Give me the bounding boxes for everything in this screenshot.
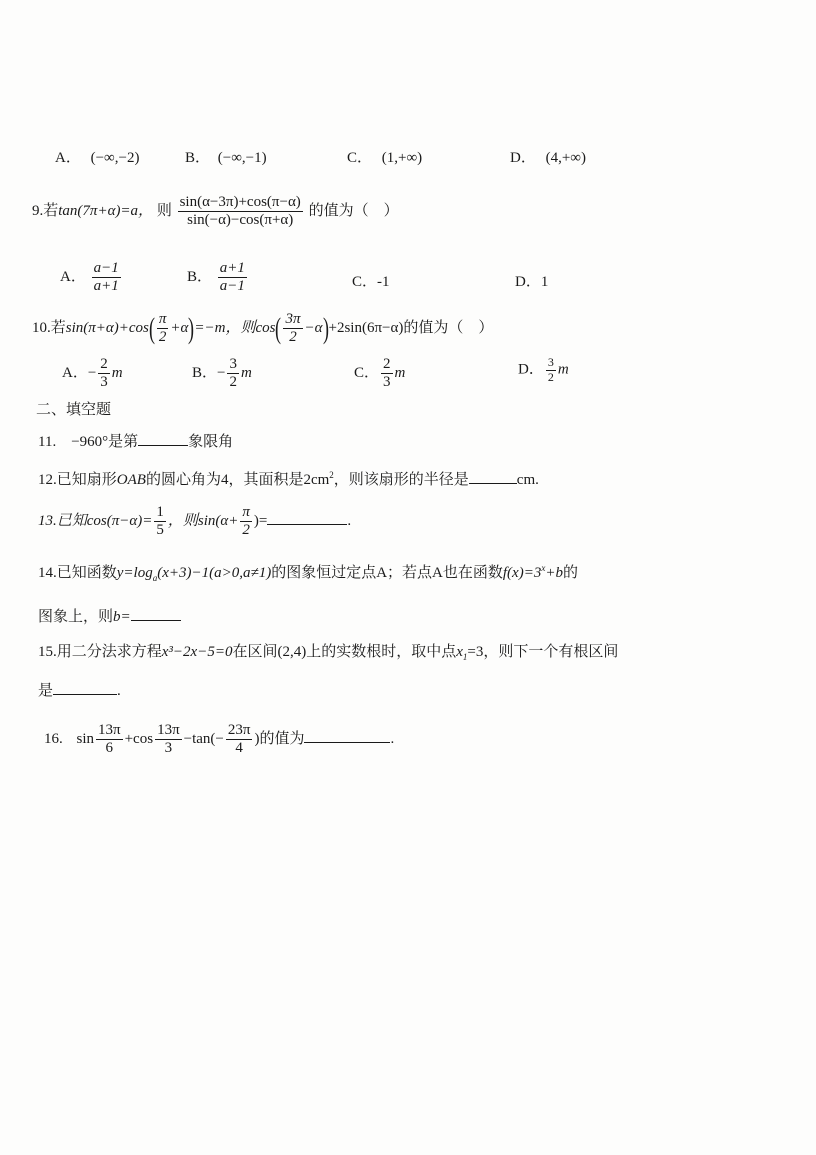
q13-text1: 13.已知cos(π−α)= — [38, 513, 153, 530]
q13-frac1-num: 1 — [154, 504, 166, 522]
q8-option-c-value: (1,+∞) — [381, 150, 423, 166]
q14-func2: f(x)=3 — [502, 565, 542, 581]
q10-part4: −α — [304, 320, 323, 337]
q8-option-d-label: D． — [510, 150, 536, 166]
q12-text2: 的圆心角为4，其面积是2cm — [145, 472, 330, 488]
q11-blank — [138, 444, 188, 446]
q10-part1: sin(π+α)+cos — [65, 320, 149, 337]
q9-option-b-label: B． — [187, 269, 213, 286]
q9-denominator: sin(−α)−cos(π+α) — [187, 212, 294, 229]
q13-text4: . — [347, 513, 352, 530]
q13-frac2-den: 2 — [242, 522, 250, 539]
q10-option-c-label: C． — [354, 365, 380, 382]
q12-oab: OAB — [116, 472, 146, 488]
q8-option-a — [55, 146, 139, 167]
q10-frac1-den: 2 — [158, 329, 167, 346]
q10-option-b-label: B．− — [192, 365, 226, 382]
q16-frac3-num: 23π — [226, 722, 253, 740]
q10-option-c — [354, 356, 405, 392]
q9-option-c — [352, 270, 390, 291]
q9-prefix: 9.若 — [32, 203, 59, 220]
question-11 — [38, 435, 233, 450]
q9-option-a-den: a+1 — [93, 278, 119, 295]
question-15 — [38, 645, 618, 662]
q14-blank — [131, 619, 181, 621]
q14-text5: 的 — [562, 565, 578, 581]
q16-frac2 — [155, 722, 182, 758]
question-14-line2 — [38, 610, 181, 625]
q16-frac3 — [226, 722, 253, 758]
q16-frac2-den: 3 — [164, 740, 173, 757]
q9-option-d — [515, 270, 548, 291]
q9-option-b-num: a+1 — [218, 260, 247, 278]
q10-option-b-den: 2 — [229, 374, 237, 391]
q13-frac2 — [240, 504, 252, 540]
q15-text2: 在区间(2,4)上的实数根时，取中点 — [232, 644, 457, 660]
question-16 — [44, 722, 394, 758]
q9-condition: tan(7π+α)=a， — [58, 203, 154, 220]
q15-equation: x³−2x−5=0 — [161, 644, 233, 660]
question-12 — [38, 471, 539, 488]
q9-option-a-label: A． — [60, 269, 86, 286]
q14-b: b= — [113, 609, 131, 625]
q15-text4: . — [117, 683, 121, 699]
q10-option-a-frac — [98, 356, 110, 392]
q8-option-d-value: (4,+∞) — [545, 150, 586, 166]
q10-frac1 — [157, 311, 169, 347]
q13-frac1 — [154, 504, 166, 540]
q10-frac2-num: 3π — [283, 311, 302, 329]
q12-sup: 2 — [329, 470, 334, 480]
q16-text3: . — [390, 731, 395, 748]
q11-text2: 象限角 — [188, 434, 234, 450]
q10-option-b-num: 3 — [227, 356, 239, 374]
q16-tan: −tan(− — [183, 731, 224, 748]
question-14 — [38, 564, 578, 583]
q10-option-a-den: 3 — [100, 374, 108, 391]
q8-option-d — [510, 146, 586, 167]
q15-text1: 15.用二分法求方程 — [38, 644, 162, 660]
q9-option-a — [60, 260, 123, 296]
q16-blank — [304, 741, 390, 743]
q10-option-b — [192, 356, 252, 392]
q15-line2: 是 — [38, 683, 54, 699]
q16-frac1-num: 13π — [96, 722, 123, 740]
q10-option-d-den: 2 — [547, 369, 554, 384]
q10-paren2-open: ( — [275, 311, 282, 345]
q8-option-c — [347, 146, 422, 167]
q8-option-b-value: (−∞,−1) — [217, 150, 267, 166]
q10-option-a — [62, 356, 123, 392]
q8-option-a-value: (−∞,−2) — [90, 150, 140, 166]
question-10 — [32, 311, 493, 347]
q10-part5: +2sin(6π−α)的值为（ ） — [328, 320, 494, 337]
q10-option-c-num: 2 — [381, 356, 393, 374]
q8-option-b — [185, 146, 267, 167]
q10-option-c-m: m — [394, 365, 406, 382]
q15-x1: x — [456, 644, 463, 660]
q14-sup: x — [541, 563, 546, 573]
question-15-line2 — [38, 684, 121, 699]
q8-option-c-label: C． — [347, 150, 373, 166]
q10-option-c-den: 3 — [383, 374, 391, 391]
q10-paren-open: ( — [148, 311, 155, 345]
q10-part2: +α — [170, 320, 189, 337]
q14-text2: (x+3)−1(a>0,a≠1) — [157, 565, 272, 581]
q9-option-b-frac — [218, 260, 247, 296]
q8-option-b-label: B． — [185, 150, 211, 166]
q13-frac2-num: π — [240, 504, 252, 522]
q10-option-d-num: 3 — [547, 355, 554, 369]
q10-option-a-num: 2 — [98, 356, 110, 374]
q12-text3: ，则该扇形的半径是 — [333, 472, 469, 488]
q10-frac2-den: 2 — [289, 329, 297, 346]
q9-option-a-frac — [92, 260, 121, 296]
q10-prefix: 10.若 — [32, 320, 66, 337]
q9-option-d-text: D．1 — [515, 274, 549, 290]
q15-blank — [53, 693, 117, 695]
q16-frac1-den: 6 — [105, 740, 114, 757]
q16-frac1 — [96, 722, 123, 758]
q10-option-d-frac — [546, 356, 556, 385]
q12-blank — [469, 482, 517, 484]
q9-numerator: sin(α−3π)+cos(π−α) — [178, 194, 303, 212]
question-13 — [38, 504, 351, 540]
q10-part3: =−m，则cos — [194, 320, 276, 337]
q14-text4: +b — [545, 565, 563, 581]
q14-line2: 图象上，则 — [38, 609, 114, 625]
q10-frac2 — [283, 311, 302, 347]
q9-fraction — [178, 194, 303, 230]
q11-text1: 11. −960°是第 — [38, 434, 139, 450]
q10-option-c-frac — [381, 356, 393, 392]
q16-frac2-num: 13π — [155, 722, 182, 740]
q14-text3: 的图象恒过定点A；若点A也在函数 — [271, 565, 503, 581]
q10-frac1-num: π — [157, 311, 169, 329]
q15-x1-sub: 1 — [462, 652, 468, 662]
q15-text3: =3，则下一个有根区间 — [467, 644, 619, 660]
q10-paren-close: ) — [188, 311, 195, 345]
q13-text3: )= — [253, 513, 268, 530]
q10-option-d — [518, 356, 569, 385]
q10-paren2-close: ) — [322, 311, 329, 345]
q9-option-a-num: a−1 — [92, 260, 121, 278]
q12-text1: 12.已知扇形 — [38, 472, 117, 488]
q9-option-b-den: a−1 — [219, 278, 245, 295]
q14-func: y=log — [116, 565, 153, 581]
q9-option-b — [187, 260, 249, 296]
q16-text1: 16. — [44, 731, 63, 748]
q16-frac3-den: 4 — [235, 740, 243, 757]
q10-option-d-label: D． — [518, 361, 544, 378]
q9-suffix: 的值为（ ） — [308, 203, 399, 220]
q10-option-a-m: m — [111, 365, 123, 382]
q16-cos: +cos — [124, 731, 154, 748]
q13-blank — [267, 523, 347, 525]
q10-option-d-m: m — [557, 361, 569, 378]
q9-then: 则 — [156, 203, 172, 220]
q10-option-a-label: A．− — [62, 365, 97, 382]
q13-frac1-den: 5 — [156, 522, 164, 539]
q8-option-a-label: A． — [55, 150, 81, 166]
q16-text2: )的值为 — [254, 731, 305, 748]
question-9 — [32, 194, 399, 230]
q10-option-b-m: m — [240, 365, 252, 382]
q14-sub: a — [152, 573, 158, 583]
q14-text1: 14.已知函数 — [38, 565, 117, 581]
q9-option-c-text: C．-1 — [352, 274, 390, 290]
q16-sin: sin — [76, 731, 95, 748]
q13-text2: ，则sin(α+ — [167, 513, 239, 530]
section-heading: 二、填空题 — [36, 402, 112, 418]
q12-text4: cm. — [516, 472, 539, 488]
q10-option-b-frac — [227, 356, 239, 392]
